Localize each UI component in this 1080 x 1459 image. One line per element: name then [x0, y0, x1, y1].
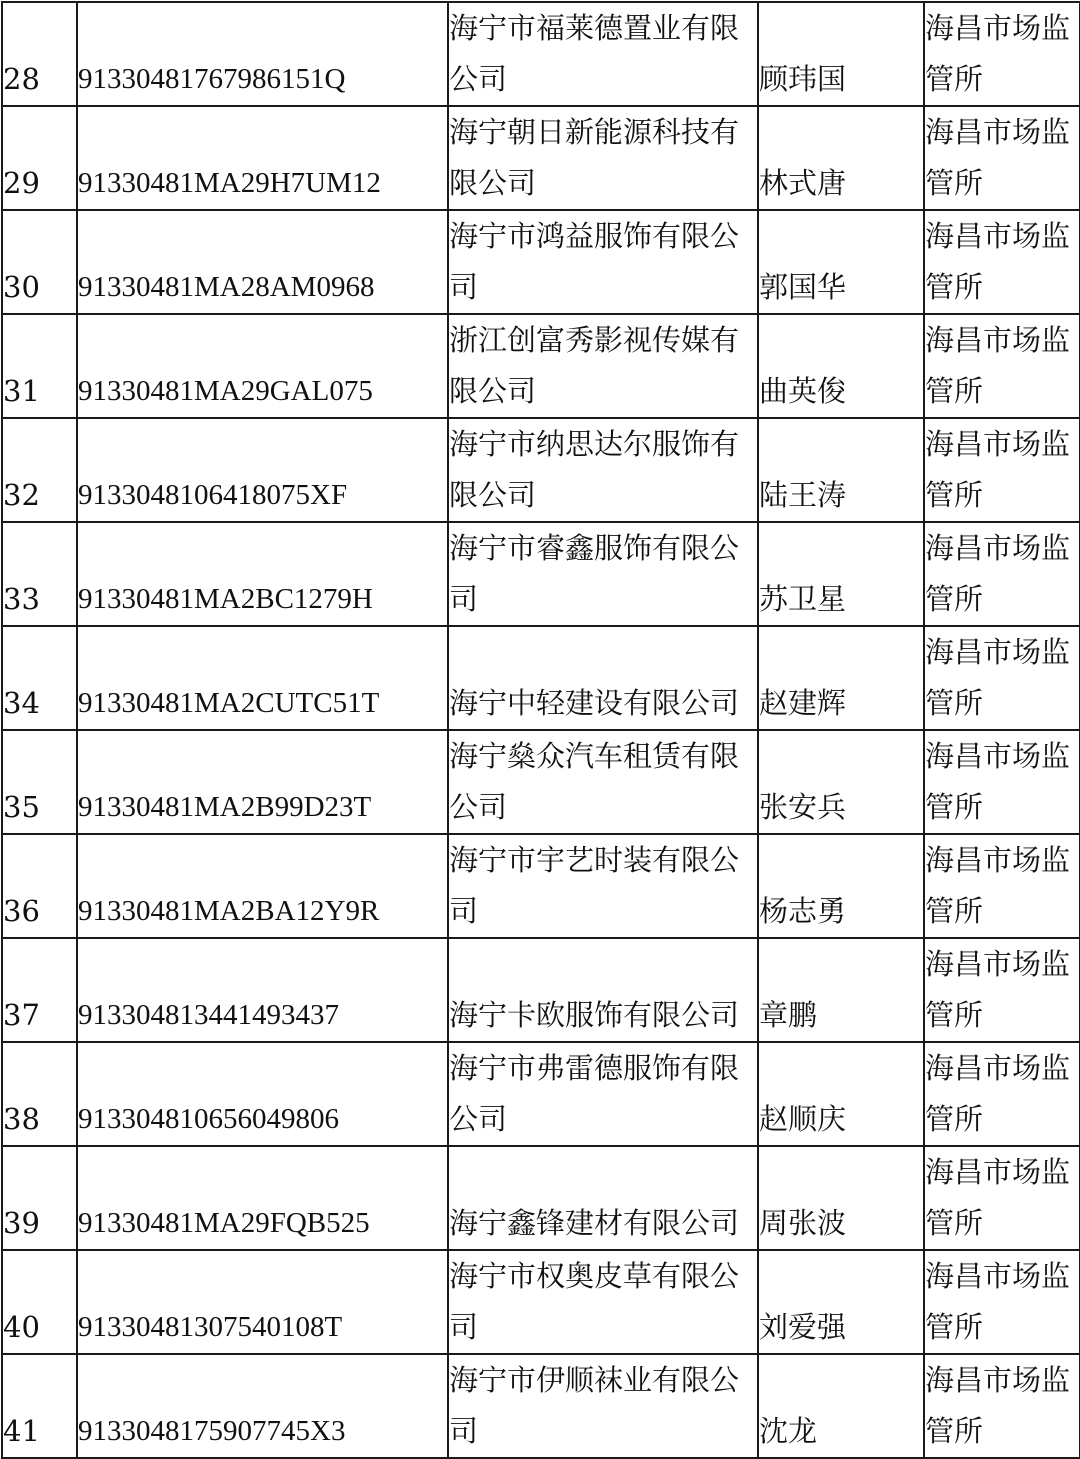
- company-name: 海宁市鸿益服饰有限公司: [448, 210, 758, 314]
- row-number: 28: [2, 2, 77, 106]
- table-row: [2, 210, 1080, 314]
- table-row: [2, 1146, 1080, 1250]
- supervision-office: 海昌市场监管所: [924, 2, 1080, 106]
- supervision-office: 海昌市场监管所: [924, 1042, 1080, 1146]
- legal-representative: 赵建辉: [758, 626, 924, 730]
- table-row: [2, 730, 1080, 834]
- table-row: [2, 834, 1080, 938]
- row-number: 41: [2, 1354, 77, 1458]
- supervision-office: 海昌市场监管所: [924, 314, 1080, 418]
- table-row: [2, 418, 1080, 522]
- legal-representative: 张安兵: [758, 730, 924, 834]
- row-number: 39: [2, 1146, 77, 1250]
- table-row: [2, 1354, 1080, 1458]
- legal-representative: 顾玮国: [758, 2, 924, 106]
- credit-code: 91330481767986151Q: [77, 2, 448, 106]
- table-row: [2, 626, 1080, 730]
- legal-representative: 沈龙: [758, 1354, 924, 1458]
- table-body: [2, 2, 1080, 1458]
- supervision-office: 海昌市场监管所: [924, 106, 1080, 210]
- legal-representative: 刘爱强: [758, 1250, 924, 1354]
- credit-code: 91330481307540108T: [77, 1250, 448, 1354]
- credit-code: 91330481MA2BC1279H: [77, 522, 448, 626]
- row-number: 31: [2, 314, 77, 418]
- supervision-office: 海昌市场监管所: [924, 834, 1080, 938]
- row-number: 34: [2, 626, 77, 730]
- legal-representative: 章鹏: [758, 938, 924, 1042]
- row-number: 32: [2, 418, 77, 522]
- legal-representative: 杨志勇: [758, 834, 924, 938]
- row-number: 37: [2, 938, 77, 1042]
- table-row: [2, 938, 1080, 1042]
- credit-code: 91330481MA2BA12Y9R: [77, 834, 448, 938]
- credit-code: 91330481MA29GAL075: [77, 314, 448, 418]
- company-name: 海宁朝日新能源科技有限公司: [448, 106, 758, 210]
- company-name: 海宁市宇艺时装有限公司: [448, 834, 758, 938]
- credit-code: 91330481MA2B99D23T: [77, 730, 448, 834]
- legal-representative: 周张波: [758, 1146, 924, 1250]
- supervision-office: 海昌市场监管所: [924, 730, 1080, 834]
- credit-code: 91330481MA29H7UM12: [77, 106, 448, 210]
- company-name: 海宁市弗雷德服饰有限公司: [448, 1042, 758, 1146]
- company-name: 海宁市睿鑫服饰有限公司: [448, 522, 758, 626]
- company-name: 海宁市福莱德置业有限公司: [448, 2, 758, 106]
- company-name: 海宁市权奥皮草有限公司: [448, 1250, 758, 1354]
- company-name: 海宁燊众汽车租赁有限公司: [448, 730, 758, 834]
- legal-representative: 赵顺庆: [758, 1042, 924, 1146]
- row-number: 38: [2, 1042, 77, 1146]
- row-number: 40: [2, 1250, 77, 1354]
- table-row: [2, 2, 1080, 106]
- legal-representative: 郭国华: [758, 210, 924, 314]
- supervision-office: 海昌市场监管所: [924, 1250, 1080, 1354]
- credit-code: 9133048175907745X3: [77, 1354, 448, 1458]
- credit-code: 913304813441493437: [77, 938, 448, 1042]
- supervision-office: 海昌市场监管所: [924, 626, 1080, 730]
- credit-code: 9133048106418075XF: [77, 418, 448, 522]
- legal-representative: 林式唐: [758, 106, 924, 210]
- supervision-office: 海昌市场监管所: [924, 938, 1080, 1042]
- company-name: 海宁鑫锋建材有限公司: [448, 1146, 758, 1250]
- row-number: 33: [2, 522, 77, 626]
- legal-representative: 陆王涛: [758, 418, 924, 522]
- credit-code: 91330481MA29FQB525: [77, 1146, 448, 1250]
- legal-representative: 曲英俊: [758, 314, 924, 418]
- credit-code: 91330481MA28AM0968: [77, 210, 448, 314]
- supervision-office: 海昌市场监管所: [924, 522, 1080, 626]
- legal-representative: 苏卫星: [758, 522, 924, 626]
- company-name: 海宁卡欧服饰有限公司: [448, 938, 758, 1042]
- table-row: [2, 1042, 1080, 1146]
- credit-code: 913304810656049806: [77, 1042, 448, 1146]
- table-row: [2, 522, 1080, 626]
- table-row: [2, 106, 1080, 210]
- enterprise-table: [1, 1, 1080, 1459]
- company-name: 海宁市纳思达尔服饰有限公司: [448, 418, 758, 522]
- company-name: 浙江创富秀影视传媒有限公司: [448, 314, 758, 418]
- supervision-office: 海昌市场监管所: [924, 418, 1080, 522]
- table-row: [2, 1250, 1080, 1354]
- credit-code: 91330481MA2CUTC51T: [77, 626, 448, 730]
- row-number: 29: [2, 106, 77, 210]
- row-number: 36: [2, 834, 77, 938]
- supervision-office: 海昌市场监管所: [924, 1354, 1080, 1458]
- company-name: 海宁中轻建设有限公司: [448, 626, 758, 730]
- row-number: 30: [2, 210, 77, 314]
- supervision-office: 海昌市场监管所: [924, 1146, 1080, 1250]
- table-row: [2, 314, 1080, 418]
- supervision-office: 海昌市场监管所: [924, 210, 1080, 314]
- row-number: 35: [2, 730, 77, 834]
- company-name: 海宁市伊顺袜业有限公司: [448, 1354, 758, 1458]
